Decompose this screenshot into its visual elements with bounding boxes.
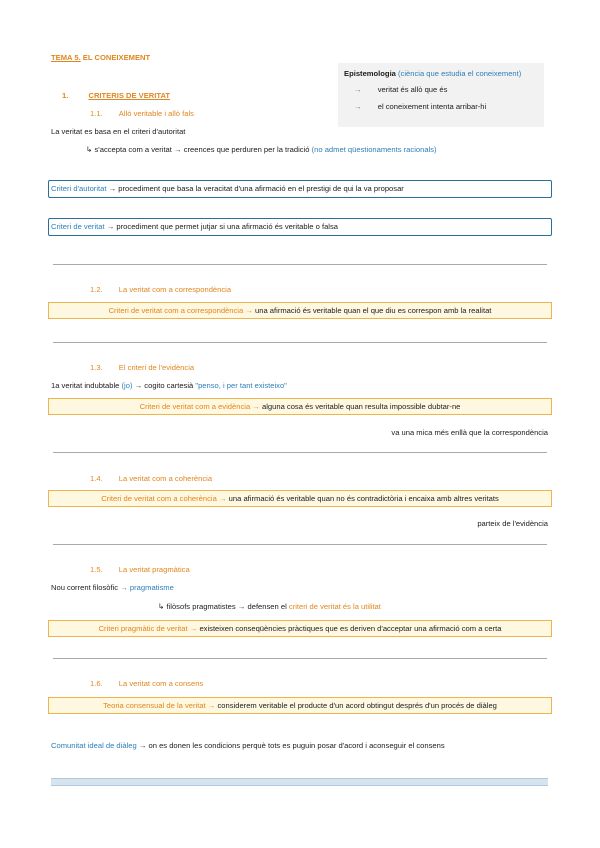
side-note: parteix de l'evidència [477,519,548,528]
epistemology-definition: (ciència que estudia el coneixement) [395,69,522,78]
epistemology-note [338,63,544,127]
definition-box: Criteri d'autoritat → procediment que basa la veracitat d'una afirmació en el prestigi de qui la va proposar [48,180,552,198]
text-line: ↳ filòsofs pragmatistes → defensen el criteri de veritat és la utilitat [158,602,381,611]
criterion-label: Teoria consensual de la veritat [103,701,206,710]
criterion-box: Teoria consensual de la veritat → considerem veritable el producte d'un acord obtingut després d'un procés de diàleg [48,697,552,714]
criterion-label: Criteri pragmàtic de veritat [98,624,188,633]
divider [53,452,547,453]
arrow-icon: → [354,85,362,94]
text-line: ↳ s'accepta com a veritat → creences que perduren per la tradició (no admet qüestionaments racionals) [86,145,437,154]
divider [53,544,547,545]
note-item: → veritat és allò que és [354,85,448,94]
definition-box: Criteri de veritat → procediment que permet jutjar si una afirmació és veritable o falsa [48,218,552,236]
note-item: → el coneixement intenta arribar-hi [354,102,487,111]
subsection-heading: 1.2. La veritat com a correspondència [90,285,232,294]
subsection-heading: 1.6. La veritat com a consens [90,679,204,688]
criterion-label: Criteri de veritat com a coherència [101,494,217,503]
criterion-box: Criteri de veritat com a correspondència → una afirmació és veritable quan el que diu es correspon amb la realitat [48,302,552,319]
criterion-label: Criteri de veritat com a correspondència [108,306,244,315]
side-note: va una mica més enllà que la correspondència [391,428,548,437]
criterion-box: Criteri de veritat com a evidència → alguna cosa és veritable quan resulta impossible dubtar-ne [48,398,552,415]
divider [53,658,547,659]
criterion-box: Criteri pragmàtic de veritat → existeixen conseqüències pràctiques que es deriven d'acceptar una afirmació com a certa [48,620,552,637]
text-line: La veritat es basa en el criteri d'autoritat [51,127,186,136]
subsection-heading: 1.3. El criteri de l'evidència [90,363,195,372]
tema-number: TEMA 5. [51,53,81,62]
subsection-heading: 1.1. Allò veritable i allò fals [90,109,194,118]
criterion-box: Criteri de veritat com a coherència → una afirmació és veritable quan no és contradictòria i encaixa amb altres veritats [48,490,552,507]
divider [53,342,547,343]
text-line: 1a veritat indubtable (jo) → cogito cartesià "penso, i per tant existeixo" [51,381,287,390]
subsection-heading: 1.5. La veritat pragmàtica [90,565,190,574]
criterion-label: Criteri de veritat com a evidència [139,402,251,411]
text-line: Nou corrent filosòfic → pragmatisme [51,583,174,592]
subsection-heading: 1.4. La veritat com a coherència [90,474,213,483]
arrow-icon: → [354,102,362,111]
definition-label: Criteri d'autoritat [51,184,107,193]
section-heading: 1. CRITERIS DE VERITAT [62,91,171,100]
page-title [51,53,150,62]
definition-label: Criteri de veritat [51,222,105,231]
tema-title: EL CONEIXEMENT [80,53,151,62]
text-line: Comunitat ideal de diàleg → on es donen les condicions perquè tots es puguin posar d'acord i aconseguir el consens [51,741,445,750]
epistemology-term: Epistemologia [344,69,396,78]
divider [53,264,547,265]
footer-bar [51,778,548,786]
